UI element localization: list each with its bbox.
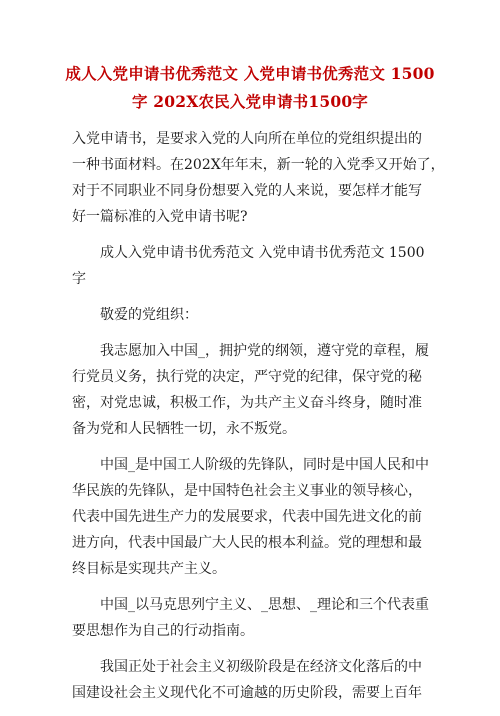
- text-line: 华民族的先锋队，是中国特色社会主义事业的领导核心，: [72, 483, 422, 499]
- document-body: [72, 126, 445, 716]
- text-line: 一种书面材料。在202X年年末，新一轮的入党季又开始了，: [72, 157, 445, 173]
- text-line: 备为党和人民牺牲一切，永不叛党。: [72, 421, 296, 437]
- title-line: 成人入党申请书优秀范文 入党申请书优秀范文 1500: [65, 64, 435, 83]
- text-line: 好一篇标准的入党申请书呢?: [72, 209, 248, 225]
- document-title: [60, 60, 440, 116]
- paragraph-vanguard: [72, 452, 442, 582]
- paragraph-salutation: [72, 302, 442, 328]
- paragraph-subtitle: [72, 240, 442, 292]
- text-line: 进方向，代表中国最广大人民的根本利益。党的理想和最: [72, 535, 422, 551]
- paragraph-pledge: [72, 338, 442, 442]
- text-line: 中国_以马克思列宁主义、_思想、_理论和三个代表重: [100, 597, 429, 613]
- text-line: 对于不同职业不同身份想要入党的人来说，要怎样才能写: [72, 183, 422, 199]
- text-line: 我国正处于社会主义初级阶段是在经济文化落后的中: [100, 659, 422, 675]
- text-line: 敬爱的党组织：: [100, 307, 198, 323]
- text-line: 国建设社会主义现代化不可逾越的历史阶段，需要上百年: [72, 685, 422, 701]
- text-line: 成人入党申请书优秀范文 入党申请书优秀范文 1500: [100, 245, 425, 261]
- text-line: 入党申请书，是要求入党的人向所在单位的党组织提出的: [72, 131, 422, 147]
- text-line: 字: [72, 271, 86, 287]
- text-line: 代表中国先进生产力的发展要求，代表中国先进文化的前: [72, 509, 422, 525]
- paragraph-guidance: [72, 592, 442, 644]
- title-line: 字 202X农民入党申请书1500字: [131, 92, 369, 111]
- text-line: 终目标是实现共产主义。: [72, 561, 226, 577]
- text-line: 中国_是中国工人阶级的先锋队，同时是中国人民和中: [100, 457, 429, 473]
- paragraph-intro: [72, 126, 445, 230]
- text-line: 行党员义务，执行党的决定，严守党的纪律，保守党的秘: [72, 369, 422, 385]
- text-line: 要思想作为自己的行动指南。: [72, 623, 254, 639]
- text-line: 密，对党忠诚，积极工作，为共产主义奋斗终身，随时准: [72, 395, 422, 411]
- paragraph-stage: [72, 654, 442, 706]
- text-line: 我志愿加入中国_，拥护党的纲领，遵守党的章程，履: [100, 343, 429, 359]
